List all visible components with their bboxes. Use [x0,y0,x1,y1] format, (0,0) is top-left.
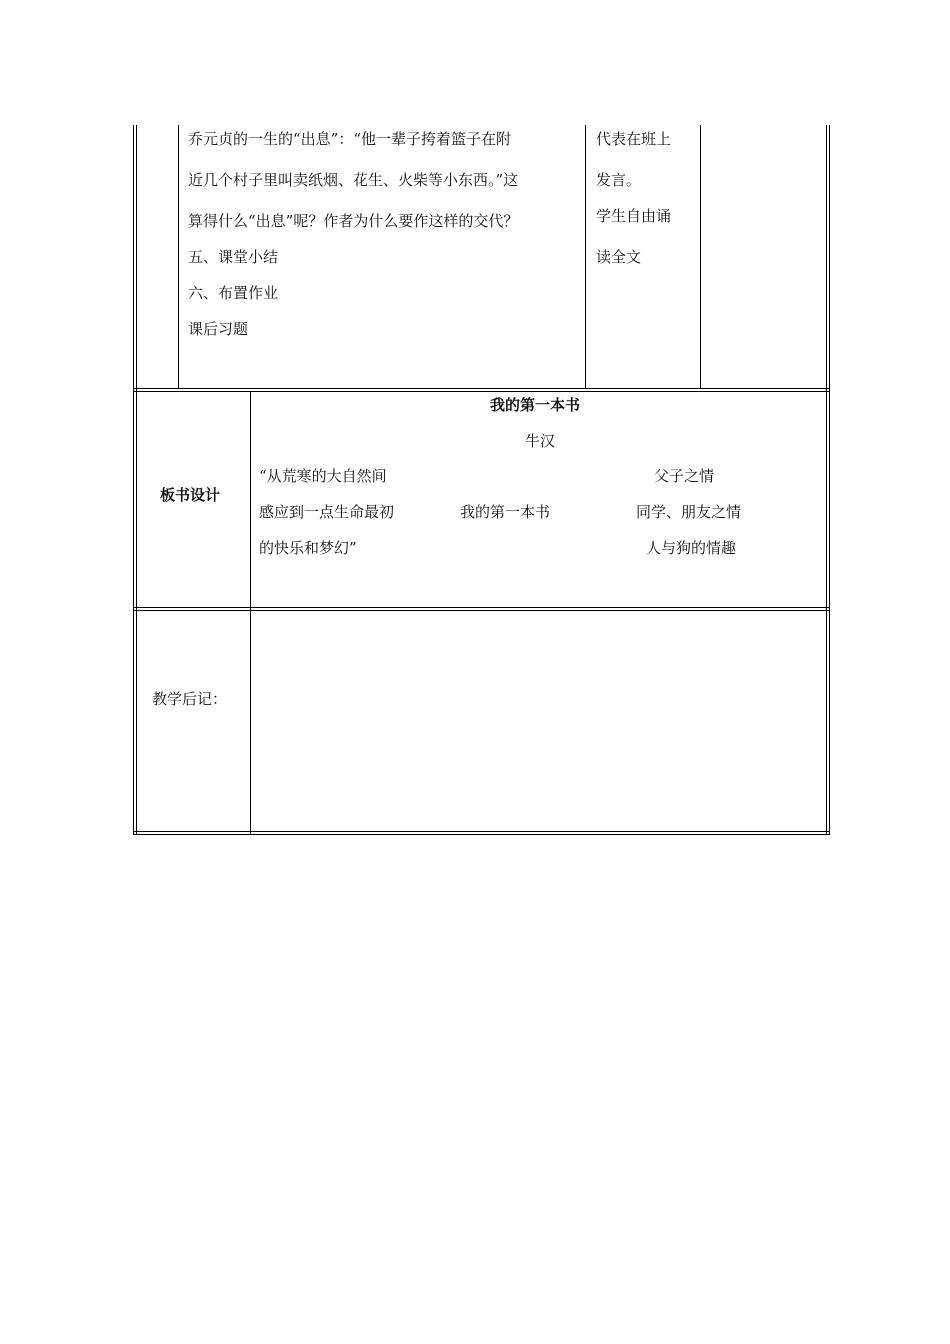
board-right-line-2: 同学、朋友之情 [636,503,742,521]
col-divider-c [700,125,701,389]
student-activity-line-1: 代表在班上 [596,130,672,148]
student-activity-line-2: 发言。 [596,171,642,189]
main-text-line-5: 六、布置作业 [188,284,279,302]
table-border-left [133,125,134,834]
board-right-line-3: 人与狗的情趣 [646,539,737,557]
table-border-bottom [133,831,830,832]
board-left-line-3: 的快乐和梦幻” [259,539,357,557]
board-left-line-1: “从荒寒的大自然间 [259,467,387,485]
board-design-label: 板书设计 [160,486,221,504]
col-divider-label [250,391,251,834]
row-divider-2b [133,610,830,611]
board-center-text: 我的第一本书 [460,503,551,521]
col-divider-b [585,125,586,389]
board-title: 我的第一本书 [490,396,581,414]
table-border-bottom-inner [133,834,830,835]
main-text-line-4: 五、课堂小结 [188,248,279,266]
student-activity-line-4: 读全文 [596,248,642,266]
board-left-line-2: 感应到一点生命最初 [259,503,395,521]
col-divider-a [178,125,179,389]
main-text-line-2: 近几个村子里叫卖纸烟、花生、火柴等小东西。”这 [188,171,519,189]
main-text-line-3: 算得什么“出息”呢？作者为什么要作这样的交代？ [188,212,519,230]
table-border-right-inner [829,125,830,834]
student-activity-line-3: 学生自由诵 [596,207,672,225]
teaching-notes-label: 教学后记： [152,690,228,708]
main-text-line-6: 课后习题 [188,320,249,338]
main-text-line-1: 乔元贞的一生的“出息”：“他一辈子挎着篮子在附 [188,130,512,148]
row-divider-1b [133,391,830,392]
row-divider-1 [133,388,830,389]
table-border-right [826,125,827,834]
board-author: 牛汉 [525,432,556,450]
table-border-left-inner [136,125,137,834]
row-divider-2 [133,607,830,608]
board-right-line-1: 父子之情 [654,467,715,485]
